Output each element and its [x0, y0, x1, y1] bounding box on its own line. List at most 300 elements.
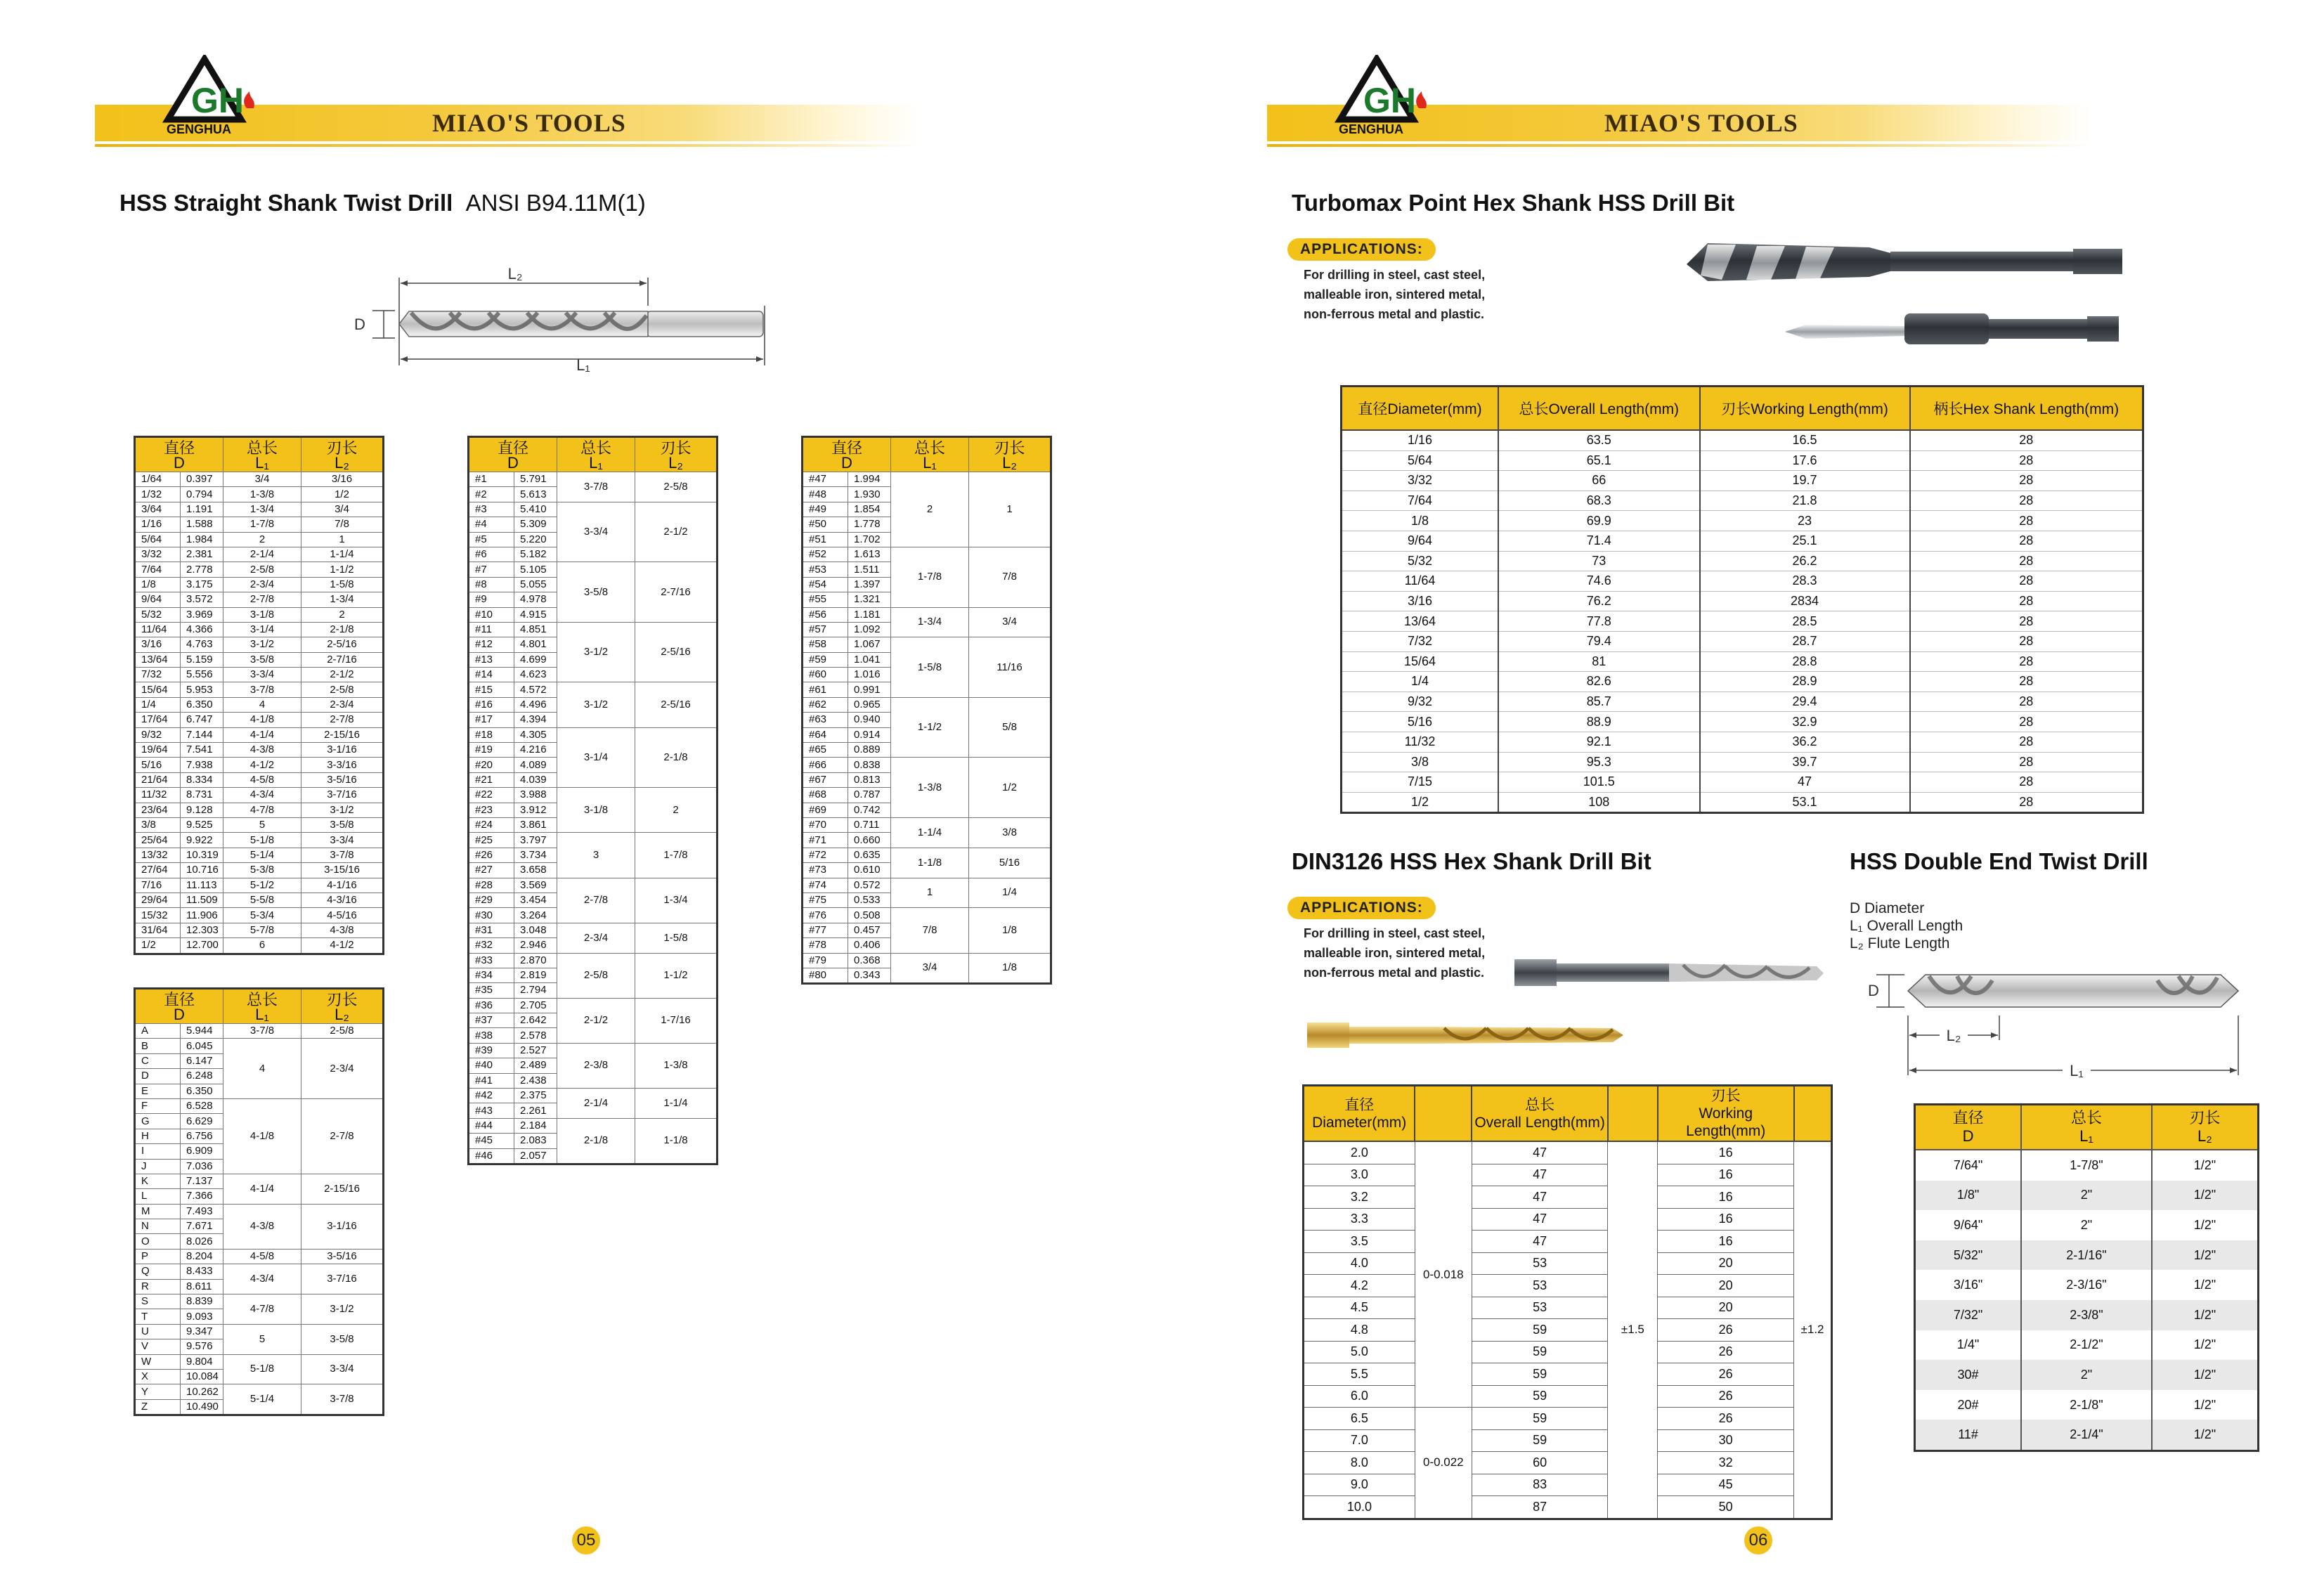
mm-cell: 0.397: [181, 472, 223, 487]
flute-length-cell: 1/2: [301, 487, 384, 502]
flute-length-cell: 1/2": [2152, 1240, 2259, 1271]
diameter-cell: 11/32: [1342, 732, 1499, 752]
size-cell: 7/64: [135, 562, 181, 577]
size-cell: #33: [469, 953, 514, 968]
mm-cell: 3.658: [514, 863, 557, 878]
svg-text:L₂: L₂: [507, 265, 523, 283]
mm-cell: 0.508: [848, 908, 891, 923]
table-row: [1304, 1474, 1832, 1496]
size-cell: 31/64: [135, 923, 181, 937]
size-cell: 25/64: [135, 833, 181, 848]
overall-length-cell: 1-3/8: [891, 758, 969, 818]
mm-cell: 1.984: [181, 532, 223, 547]
overall-length-cell: 4-1/4: [223, 1174, 301, 1204]
mm-cell: 0.813: [848, 772, 891, 787]
mm-cell: 3.797: [514, 833, 557, 848]
size-cell: #44: [469, 1118, 514, 1133]
brand-name: MIAO'S TOOLS: [1604, 109, 1798, 137]
table-row: [1304, 1452, 1832, 1474]
svg-text:GH: GH: [191, 81, 244, 120]
straight-drill-diagram: [344, 264, 780, 376]
flute-length-cell: 3-3/4: [301, 1354, 384, 1384]
table-row: [135, 487, 384, 502]
overall-length-cell: 6: [223, 938, 301, 954]
table-row: [135, 1039, 384, 1053]
mm-cell: 2.819: [514, 968, 557, 982]
mm-cell: 7.137: [181, 1174, 223, 1188]
size-cell: 1/2: [135, 938, 181, 954]
size-cell: #27: [469, 863, 514, 878]
diameter-cell: 6.5: [1304, 1408, 1415, 1430]
mm-cell: 4.572: [514, 682, 557, 697]
table-row: [1915, 1420, 2259, 1451]
working-length-cell: 16: [1658, 1186, 1794, 1209]
diameter-cell: 3.0: [1304, 1164, 1415, 1186]
overall-length-cell: 2-1/8": [2021, 1390, 2152, 1420]
flute-length-cell: 3-1/16: [301, 743, 384, 758]
diameter-cell: 4.5: [1304, 1297, 1415, 1319]
size-cell: #68: [803, 788, 848, 803]
mm-cell: 6.629: [181, 1114, 223, 1129]
mm-cell: 5.410: [514, 502, 557, 517]
overall-length-cell: 77.8: [1498, 611, 1700, 632]
size-cell: #52: [803, 547, 848, 562]
table-row: [135, 562, 384, 577]
mm-cell: 8.026: [181, 1234, 223, 1249]
mm-cell: 0.940: [848, 713, 891, 727]
flute-length-cell: 2-7/8: [301, 713, 384, 727]
mm-cell: 2.794: [514, 983, 557, 998]
diameter-cell: 1/4: [1342, 672, 1499, 692]
overall-length-cell: 5-5/8: [223, 893, 301, 907]
mm-cell: 0.457: [848, 923, 891, 937]
svg-text:D: D: [354, 316, 365, 333]
table-row: [135, 1098, 384, 1113]
size-cell: #19: [469, 743, 514, 758]
mm-cell: 11.509: [181, 893, 223, 907]
overall-length-cell: 1: [891, 878, 969, 908]
table-row: [135, 923, 384, 937]
overall-length-cell: 2-3/8": [2021, 1300, 2152, 1330]
overall-length-cell: 2-1/2": [2021, 1330, 2152, 1361]
mm-cell: 5.309: [514, 517, 557, 532]
diameter-cell: 5/16: [1342, 712, 1499, 732]
table-row: [1342, 692, 2143, 712]
diameter-cell: 13/64: [1342, 611, 1499, 632]
overall-length-cell: 4-3/4: [223, 788, 301, 803]
size-cell: E: [135, 1084, 181, 1098]
diameter-cell: 1/4": [1915, 1330, 2022, 1361]
mm-cell: 3.175: [181, 577, 223, 592]
svg-text:L₂: L₂: [1946, 1027, 1961, 1044]
overall-length-cell: 3-1/8: [557, 788, 635, 833]
overall-length-cell: 5-1/8: [223, 1354, 301, 1384]
diameter-cell: 7/32": [1915, 1300, 2022, 1330]
working-length-cell: 17.6: [1700, 450, 1910, 471]
size-cell: #22: [469, 788, 514, 803]
table-row: [1342, 631, 2143, 651]
table-row: [135, 472, 384, 487]
table-row: [469, 788, 718, 803]
table-row: [1304, 1164, 1832, 1186]
table-row: [135, 727, 384, 742]
table-row: [469, 833, 718, 848]
size-cell: #26: [469, 848, 514, 862]
overall-length-cell: 3-3/4: [557, 502, 635, 562]
svg-text:GENGHUA: GENGHUA: [167, 122, 232, 136]
overall-length-cell: 59: [1472, 1408, 1608, 1430]
diameter-cell: 3/32: [1342, 471, 1499, 491]
header-overall-length: 总长Overall Length(mm): [1498, 387, 1700, 431]
table-row: [803, 908, 1051, 923]
overall-length-cell: 47: [1472, 1141, 1608, 1164]
overall-length-cell: 59: [1472, 1385, 1608, 1408]
mm-cell: 3.969: [181, 607, 223, 622]
diameter-cell: 3/8: [1342, 752, 1499, 772]
letter-size-table: [134, 987, 384, 1416]
size-cell: #38: [469, 1028, 514, 1043]
mm-cell: 7.036: [181, 1159, 223, 1174]
mm-cell: 10.490: [181, 1399, 223, 1415]
size-cell: 3/8: [135, 817, 181, 832]
overall-length-cell: 5-1/8: [223, 833, 301, 848]
hex-shank-length-cell: 28: [1910, 591, 2143, 611]
flute-length-cell: 4-3/8: [301, 923, 384, 937]
hex-shank-length-cell: 28: [1910, 471, 2143, 491]
diameter-cell: 1/2: [1342, 792, 1499, 813]
diameter-cell: 9.0: [1304, 1474, 1415, 1496]
table-row: [135, 1294, 384, 1309]
overall-length-cell: 60: [1472, 1452, 1608, 1474]
size-cell: 23/64: [135, 803, 181, 817]
overall-length-cell: 83: [1472, 1474, 1608, 1496]
mm-cell: 6.147: [181, 1053, 223, 1068]
mm-cell: 1.397: [848, 577, 891, 592]
mm-cell: 4.699: [514, 652, 557, 667]
flute-length-cell: 7/8: [969, 547, 1051, 607]
size-cell: 27/64: [135, 863, 181, 878]
table-row: [1915, 1240, 2259, 1271]
table-header-row: [469, 437, 718, 472]
overall-length-cell: 4-3/8: [223, 1204, 301, 1249]
overall-length-cell: 92.1: [1498, 732, 1700, 752]
brand-logo: [158, 55, 264, 139]
hex-shank-length-cell: 28: [1910, 692, 2143, 712]
standard-text: ANSI B94.11M(1): [465, 190, 646, 216]
table-row: [1342, 491, 2143, 511]
hex-shank-length-cell: 28: [1910, 571, 2143, 592]
working-length-cell: 28.5: [1700, 611, 1910, 632]
table-row: [1342, 611, 2143, 632]
diameter-cell: 5/32: [1342, 551, 1499, 571]
table-header-row: [135, 989, 384, 1024]
mm-cell: 4.089: [514, 758, 557, 772]
overall-length-cell: 71.4: [1498, 531, 1700, 551]
mm-cell: 8.731: [181, 788, 223, 803]
flute-length-cell: 2-7/16: [635, 562, 718, 623]
size-cell: K: [135, 1174, 181, 1188]
overall-length-cell: 4: [223, 1039, 301, 1099]
mm-cell: 0.965: [848, 697, 891, 712]
table-row: [135, 1249, 384, 1264]
table-row: [1342, 732, 2143, 752]
size-cell: 1/64: [135, 472, 181, 487]
mm-cell: 6.909: [181, 1144, 223, 1159]
mm-cell: 4.623: [514, 668, 557, 682]
double-end-legend: D Diameter L₁ Overall Length L₂ Flute Length: [1850, 900, 1963, 952]
mm-cell: 10.262: [181, 1384, 223, 1399]
flute-length-cell: 1-3/4: [635, 878, 718, 923]
table-row: [1304, 1341, 1832, 1363]
flute-length-cell: 3-1/2: [301, 803, 384, 817]
table-row: [1915, 1330, 2259, 1361]
table-row: [135, 878, 384, 893]
flute-length-cell: 2-15/16: [301, 727, 384, 742]
table-row: [1342, 571, 2143, 592]
size-cell: #76: [803, 908, 848, 923]
brand-name: MIAO'S TOOLS: [432, 109, 626, 137]
size-cell: O: [135, 1234, 181, 1249]
table-row: [1342, 792, 2143, 813]
overall-length-cell: 2-5/8: [557, 953, 635, 998]
table-row: [469, 562, 718, 577]
size-cell: #30: [469, 908, 514, 923]
hex-shank-length-cell: 28: [1910, 450, 2143, 471]
flute-length-cell: 3-1/2: [301, 1294, 384, 1325]
mm-cell: 3.988: [514, 788, 557, 803]
working-length-cell: 32: [1658, 1452, 1794, 1474]
flute-length-cell: 1/2": [2152, 1330, 2259, 1361]
header-overall-length: 总长 L₁: [223, 989, 301, 1024]
size-cell: #54: [803, 577, 848, 592]
size-cell: X: [135, 1369, 181, 1384]
overall-length-cell: 3/4: [891, 953, 969, 984]
size-cell: G: [135, 1114, 181, 1129]
diameter-cell: 9/32: [1342, 692, 1499, 712]
size-cell: W: [135, 1354, 181, 1369]
diameter-cell: 3.2: [1304, 1186, 1415, 1209]
mm-cell: 3.734: [514, 848, 557, 862]
mm-cell: 3.912: [514, 803, 557, 817]
hex-shank-length-cell: 28: [1910, 511, 2143, 531]
overall-length-cell: 47: [1472, 1208, 1608, 1231]
size-cell: #73: [803, 863, 848, 878]
size-cell: #11: [469, 622, 514, 637]
overall-length-cell: 87: [1472, 1496, 1608, 1519]
overall-length-cell: 2-1/4: [557, 1089, 635, 1119]
size-cell: #67: [803, 772, 848, 787]
mm-cell: 4.305: [514, 727, 557, 742]
mm-cell: 8.204: [181, 1249, 223, 1264]
size-cell: #12: [469, 637, 514, 652]
flute-length-cell: 1-1/4: [301, 547, 384, 562]
mm-cell: 5.944: [181, 1024, 223, 1039]
table-row: [1342, 551, 2143, 571]
size-cell: M: [135, 1204, 181, 1219]
mm-cell: 2.489: [514, 1058, 557, 1073]
size-cell: #71: [803, 833, 848, 848]
flute-length-cell: 3-3/4: [301, 833, 384, 848]
table-row: [135, 758, 384, 772]
flute-length-cell: 4-3/16: [301, 893, 384, 907]
mm-cell: 2.375: [514, 1089, 557, 1103]
size-cell: #28: [469, 878, 514, 893]
size-cell: #25: [469, 833, 514, 848]
table-row: [1915, 1181, 2259, 1211]
mm-cell: 0.343: [848, 968, 891, 983]
size-cell: U: [135, 1324, 181, 1339]
table-header-row: [135, 437, 384, 472]
flute-length-cell: 2-7/8: [301, 1098, 384, 1174]
overall-length-cell: 3-1/2: [557, 682, 635, 727]
size-cell: 15/64: [135, 682, 181, 697]
size-cell: 29/64: [135, 893, 181, 907]
overall-length-cell: 2": [2021, 1210, 2152, 1240]
size-cell: #47: [803, 472, 848, 487]
mm-cell: 6.756: [181, 1129, 223, 1143]
size-cell: #18: [469, 727, 514, 742]
flute-length-cell: 3-5/8: [301, 817, 384, 832]
size-cell: #66: [803, 758, 848, 772]
size-cell: #80: [803, 968, 848, 983]
table-row: [135, 833, 384, 848]
table-row: [135, 607, 384, 622]
flute-length-cell: 2-1/2: [301, 668, 384, 682]
diameter-cell: 1/16: [1342, 430, 1499, 450]
diameter-cell: 20#: [1915, 1390, 2022, 1420]
overall-length-cell: 2-7/8: [557, 878, 635, 923]
working-length-cell: 16.5: [1700, 430, 1910, 450]
size-cell: #40: [469, 1058, 514, 1073]
working-length-cell: 20: [1658, 1297, 1794, 1319]
size-cell: 9/64: [135, 592, 181, 607]
flute-length-cell: 11/16: [969, 637, 1051, 698]
table-row: [803, 697, 1051, 712]
size-cell: #6: [469, 547, 514, 562]
diameter-cell: 3.3: [1304, 1208, 1415, 1231]
size-cell: #34: [469, 968, 514, 982]
table-row: [469, 472, 718, 487]
mm-cell: 7.671: [181, 1219, 223, 1234]
overall-length-cell: 79.4: [1498, 631, 1700, 651]
flute-length-cell: 1: [969, 472, 1051, 547]
flute-length-cell: 1-7/8: [635, 833, 718, 878]
overall-length-cell: 3-1/4: [557, 727, 635, 788]
overall-length-cell: 59: [1472, 1363, 1608, 1386]
overall-length-cell: 3-3/4: [223, 668, 301, 682]
size-cell: #13: [469, 652, 514, 667]
size-cell: #7: [469, 562, 514, 577]
flute-length-cell: 2-1/8: [635, 727, 718, 788]
size-cell: #45: [469, 1134, 514, 1148]
overall-length-cell: 1-5/8: [891, 637, 969, 698]
table-row: [135, 517, 384, 532]
mm-cell: 2.381: [181, 547, 223, 562]
size-cell: #59: [803, 652, 848, 667]
diameter-tolerance-cell: 0-0.022: [1415, 1408, 1472, 1519]
overall-length-cell: 2": [2021, 1360, 2152, 1390]
mm-cell: 6.045: [181, 1039, 223, 1053]
mm-cell: 4.394: [514, 713, 557, 727]
mm-cell: 3.264: [514, 908, 557, 923]
diameter-cell: 10.0: [1304, 1496, 1415, 1519]
mm-cell: 0.742: [848, 803, 891, 817]
mm-cell: 3.454: [514, 893, 557, 907]
mm-cell: 2.438: [514, 1073, 557, 1088]
size-cell: #2: [469, 487, 514, 502]
working-length-cell: 16: [1658, 1208, 1794, 1231]
mm-cell: 0.889: [848, 743, 891, 758]
din3126-title: DIN3126 HSS Hex Shank Drill Bit: [1292, 848, 1651, 874]
mm-cell: 9.922: [181, 833, 223, 848]
mm-cell: 7.366: [181, 1189, 223, 1204]
overall-length-cell: 82.6: [1498, 672, 1700, 692]
hex-shank-length-cell: 28: [1910, 430, 2143, 450]
mm-cell: 2.184: [514, 1118, 557, 1133]
working-length-cell: 28.8: [1700, 651, 1910, 672]
mm-cell: 3.048: [514, 923, 557, 937]
working-length-cell: 26: [1658, 1385, 1794, 1408]
overall-length-cell: 53: [1472, 1297, 1608, 1319]
table-row: [469, 998, 718, 1013]
svg-text:GENGHUA: GENGHUA: [1339, 122, 1404, 136]
header-overall-length: 总长 Overall Length(mm): [1472, 1086, 1608, 1142]
working-length-cell: 16: [1658, 1141, 1794, 1164]
mm-cell: 5.105: [514, 562, 557, 577]
overall-length-cell: 68.3: [1498, 491, 1700, 511]
working-length-cell: 26.2: [1700, 551, 1910, 571]
table-row: [1915, 1270, 2259, 1300]
overall-length-cell: 2-1/2: [557, 998, 635, 1043]
table-row: [135, 547, 384, 562]
table-row: [1342, 450, 2143, 471]
mm-cell: 1.511: [848, 562, 891, 577]
size-cell: 5/16: [135, 758, 181, 772]
table-row: [135, 1204, 384, 1219]
flute-length-cell: 1/2": [2152, 1270, 2259, 1300]
mm-cell: 7.144: [181, 727, 223, 742]
table-row: [135, 908, 384, 923]
mm-cell: 7.493: [181, 1204, 223, 1219]
table-row: [135, 577, 384, 592]
double-end-drill-diagram: [1862, 959, 2249, 1086]
table-row: [135, 592, 384, 607]
flute-length-cell: 1-3/8: [635, 1043, 718, 1088]
table-row: [469, 953, 718, 968]
size-cell: #29: [469, 893, 514, 907]
flute-length-cell: 2-15/16: [301, 1174, 384, 1204]
overall-length-cell: 59: [1472, 1319, 1608, 1342]
table-row: [135, 697, 384, 712]
mm-cell: 11.906: [181, 908, 223, 923]
hex-shank-length-cell: 28: [1910, 792, 2143, 813]
hex-shank-length-cell: 28: [1910, 772, 2143, 793]
mm-cell: 5.613: [514, 487, 557, 502]
mm-cell: 10.716: [181, 863, 223, 878]
overall-length-cell: 2: [223, 532, 301, 547]
flute-length-cell: 3-15/16: [301, 863, 384, 878]
table-row: [1915, 1150, 2259, 1181]
flute-length-cell: 2: [635, 788, 718, 833]
turbomax-drill-image: [1680, 232, 2129, 358]
diameter-cell: 3.5: [1304, 1231, 1415, 1253]
size-cell: #16: [469, 697, 514, 712]
overall-length-cell: 2-3/4: [557, 923, 635, 953]
hex-shank-length-cell: 28: [1910, 712, 2143, 732]
overall-length-cell: 59: [1472, 1341, 1608, 1363]
table-row: [1342, 511, 2143, 531]
working-length-cell: 26: [1658, 1363, 1794, 1386]
